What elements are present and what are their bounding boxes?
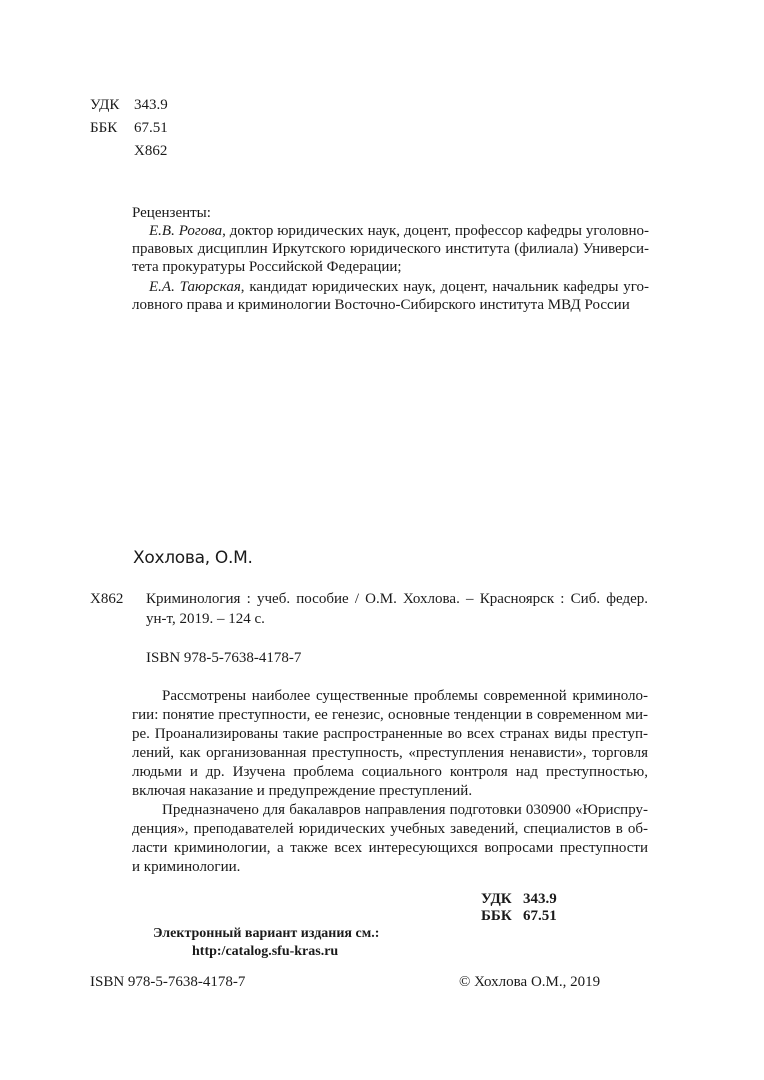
bbk-code: [90, 119, 168, 137]
abstract-p1-line: людьми и др. Изучена проблема социального контроля над преступностью,: [132, 764, 648, 780]
bbk-label: ББК: [90, 120, 118, 136]
bottom-udk: [481, 890, 557, 908]
author-heading: Хохлова, О.М.: [133, 548, 253, 568]
bottom-udk-label: УДК: [481, 891, 512, 907]
udk-code: [90, 96, 168, 114]
abstract-p1-line: гии: понятие преступности, ее генезис, основные тенденции в современном ми-: [132, 707, 648, 723]
abstract-p2-line: Предназначено для бакалавров направления подготовки 030900 «Юриспру-: [162, 802, 648, 818]
reviewer-2-line-1: Е.А. Таюрская, кандидат юридических наук, доцент, начальник кафедры уго-: [149, 279, 649, 295]
bib-isbn: ISBN 978-5-7638-4178-7: [146, 650, 302, 666]
reviewer-2-line-2: ловного права и криминологии Восточно-Сибирского института МВД России: [132, 297, 630, 313]
bottom-bbk-value: 67.51: [523, 908, 557, 924]
footer-isbn: ISBN 978-5-7638-4178-7: [90, 974, 246, 990]
udk-value: 343.9: [134, 97, 168, 113]
abstract-p1-line: включая наказание и предупреждение преступлений.: [132, 783, 473, 799]
bib-sign: Х862: [90, 591, 124, 607]
abstract-p2-line: и криминологии.: [132, 859, 241, 875]
electronic-version-url[interactable]: http:/catalog.sfu-kras.ru: [192, 944, 339, 959]
abstract-p1-line: Рассмотрены наиболее существенные проблемы современной криминоло-: [162, 688, 648, 704]
abstract-p2-line: денция», преподавателей юридических учебных заведений, специалистов в об-: [132, 821, 648, 837]
reviewer-1-line-3: тета прокуратуры Российской Федерации;: [132, 259, 402, 275]
bottom-bbk: [481, 907, 557, 925]
bottom-bbk-label: ББК: [481, 908, 512, 924]
bib-desc-line-1: Криминология : учеб. пособие / О.М. Хохлова. – Красноярск : Сиб. федер.: [146, 591, 648, 607]
reviewer-1-line-1: Е.В. Рогова, доктор юридических наук, доцент, профессор кафедры уголовно-: [149, 223, 649, 239]
reviewers-heading: Рецензенты:: [132, 205, 211, 221]
reviewer-2-name: Е.А. Таюрская: [149, 279, 241, 295]
bottom-udk-value: 343.9: [523, 891, 557, 907]
reviewer-1-line-2: правовых дисциплин Иркутского юридического института (филиала) Универси-: [132, 241, 649, 257]
footer-copyright: © Хохлова О.М., 2019: [459, 974, 601, 990]
abstract-p1-line: ре. Проанализированы такие распространенные во всех странах виды преступ-: [132, 726, 648, 742]
abstract-p2-line: ласти криминологии, а также всех интересующихся вопросами преступности: [132, 840, 648, 856]
electronic-version-label: Электронный вариант издания см.:: [153, 926, 380, 941]
abstract-p1-line: лений, как организованная преступность, «преступления ненависти», торговля: [132, 745, 648, 761]
udk-label: УДК: [90, 97, 120, 113]
bbk-value: 67.51: [134, 120, 168, 136]
bib-desc-line-2: ун-т, 2019. – 124 с.: [146, 611, 265, 627]
author-sign: Х862: [134, 143, 168, 159]
reviewer-1-name: Е.В. Рогова: [149, 223, 223, 239]
